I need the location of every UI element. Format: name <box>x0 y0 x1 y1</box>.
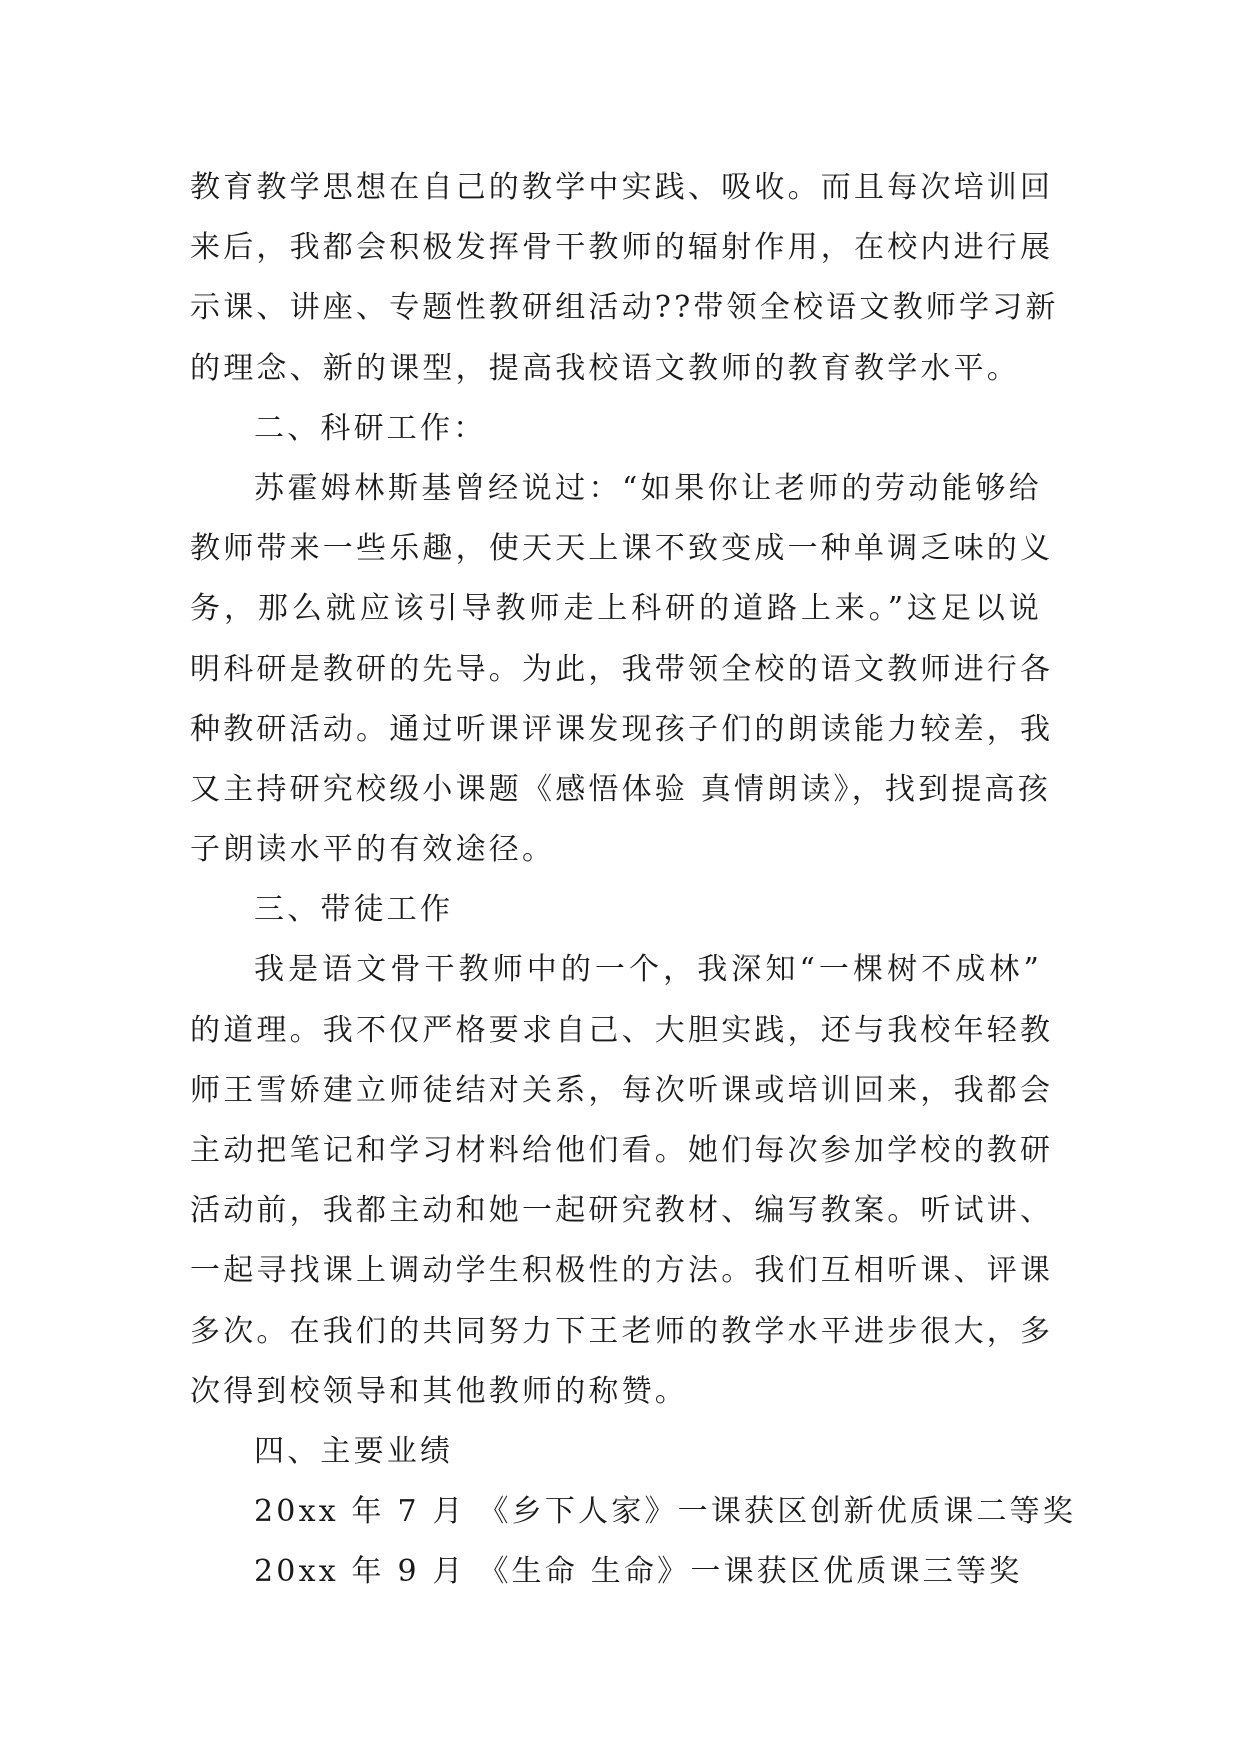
achievement-item: 20xx 年 9 月 《生命 生命》一课获区优质课三等奖 <box>254 1554 1023 1590</box>
paragraph-line: 次得到校领导和其他教师的称赞。 <box>190 1373 688 1409</box>
paragraph-line: 的道理。我不仅严格要求自己、大胆实践，还与我校年轻教 <box>190 1012 1054 1048</box>
paragraph-line: 活动前，我都主动和她一起研究教材、编写教案。听试讲、 <box>190 1193 1054 1229</box>
paragraph-line: 教育教学思想在自己的教学中实践、吸收。而且每次培训回 <box>190 170 1054 205</box>
section-heading-achievements: 四、主要业绩 <box>254 1433 454 1469</box>
paragraph-line: 多次。在我们的共同努力下王老师的教学水平进步很大，多 <box>190 1313 1054 1349</box>
paragraph-line: 苏霍姆林斯基曾经说过：“如果你让老师的劳动能够给 <box>254 470 1042 506</box>
section-heading-mentoring: 三、带徒工作 <box>254 892 454 928</box>
paragraph-line: 的理念、新的课型，提高我校语文教师的教育教学水平。 <box>190 350 1020 386</box>
document-body <box>190 158 1077 1603</box>
paragraph-line: 师王雪娇建立师徒结对关系，每次听课或培训回来，我都会 <box>190 1072 1054 1108</box>
paragraph-line: 示课、讲座、专题性教研组活动??带领全校语文教师学习新 <box>190 290 1059 326</box>
achievement-item: 20xx 年 7 月 《乡下人家》一课获区创新优质课二等奖 <box>254 1494 1077 1530</box>
paragraph-line: 来后，我都会积极发挥骨干教师的辐射作用，在校内进行展 <box>190 230 1054 266</box>
paragraph-line: 种教研活动。通过听课评课发现孩子们的朗读能力较差，我 <box>190 711 1054 747</box>
paragraph-line: 一起寻找课上调动学生积极性的方法。我们互相听课、评课 <box>190 1253 1054 1289</box>
paragraph-line: 主动把笔记和学习材料给他们看。她们每次参加学校的教研 <box>190 1133 1054 1168</box>
paragraph-line: 我是语文骨干教师中的一个，我深知“一棵树不成林” <box>254 952 1042 988</box>
paragraph-line: 子朗读水平的有效途径。 <box>190 832 556 868</box>
section-heading-research: 二、科研工作： <box>254 410 487 446</box>
paragraph-line: 又主持研究校级小课题《感悟体验 真情朗读》，找到提高孩 <box>190 771 1051 807</box>
paragraph-line: 明科研是教研的先导。为此，我带领全校的语文教师进行各 <box>190 651 1054 687</box>
paragraph-line: 务，那么就应该引导教师走上科研的道路上来。”这足以说 <box>190 591 1042 627</box>
paragraph-line: 教师带来一些乐趣，使天天上课不致变成一种单调乏味的义 <box>190 531 1054 567</box>
